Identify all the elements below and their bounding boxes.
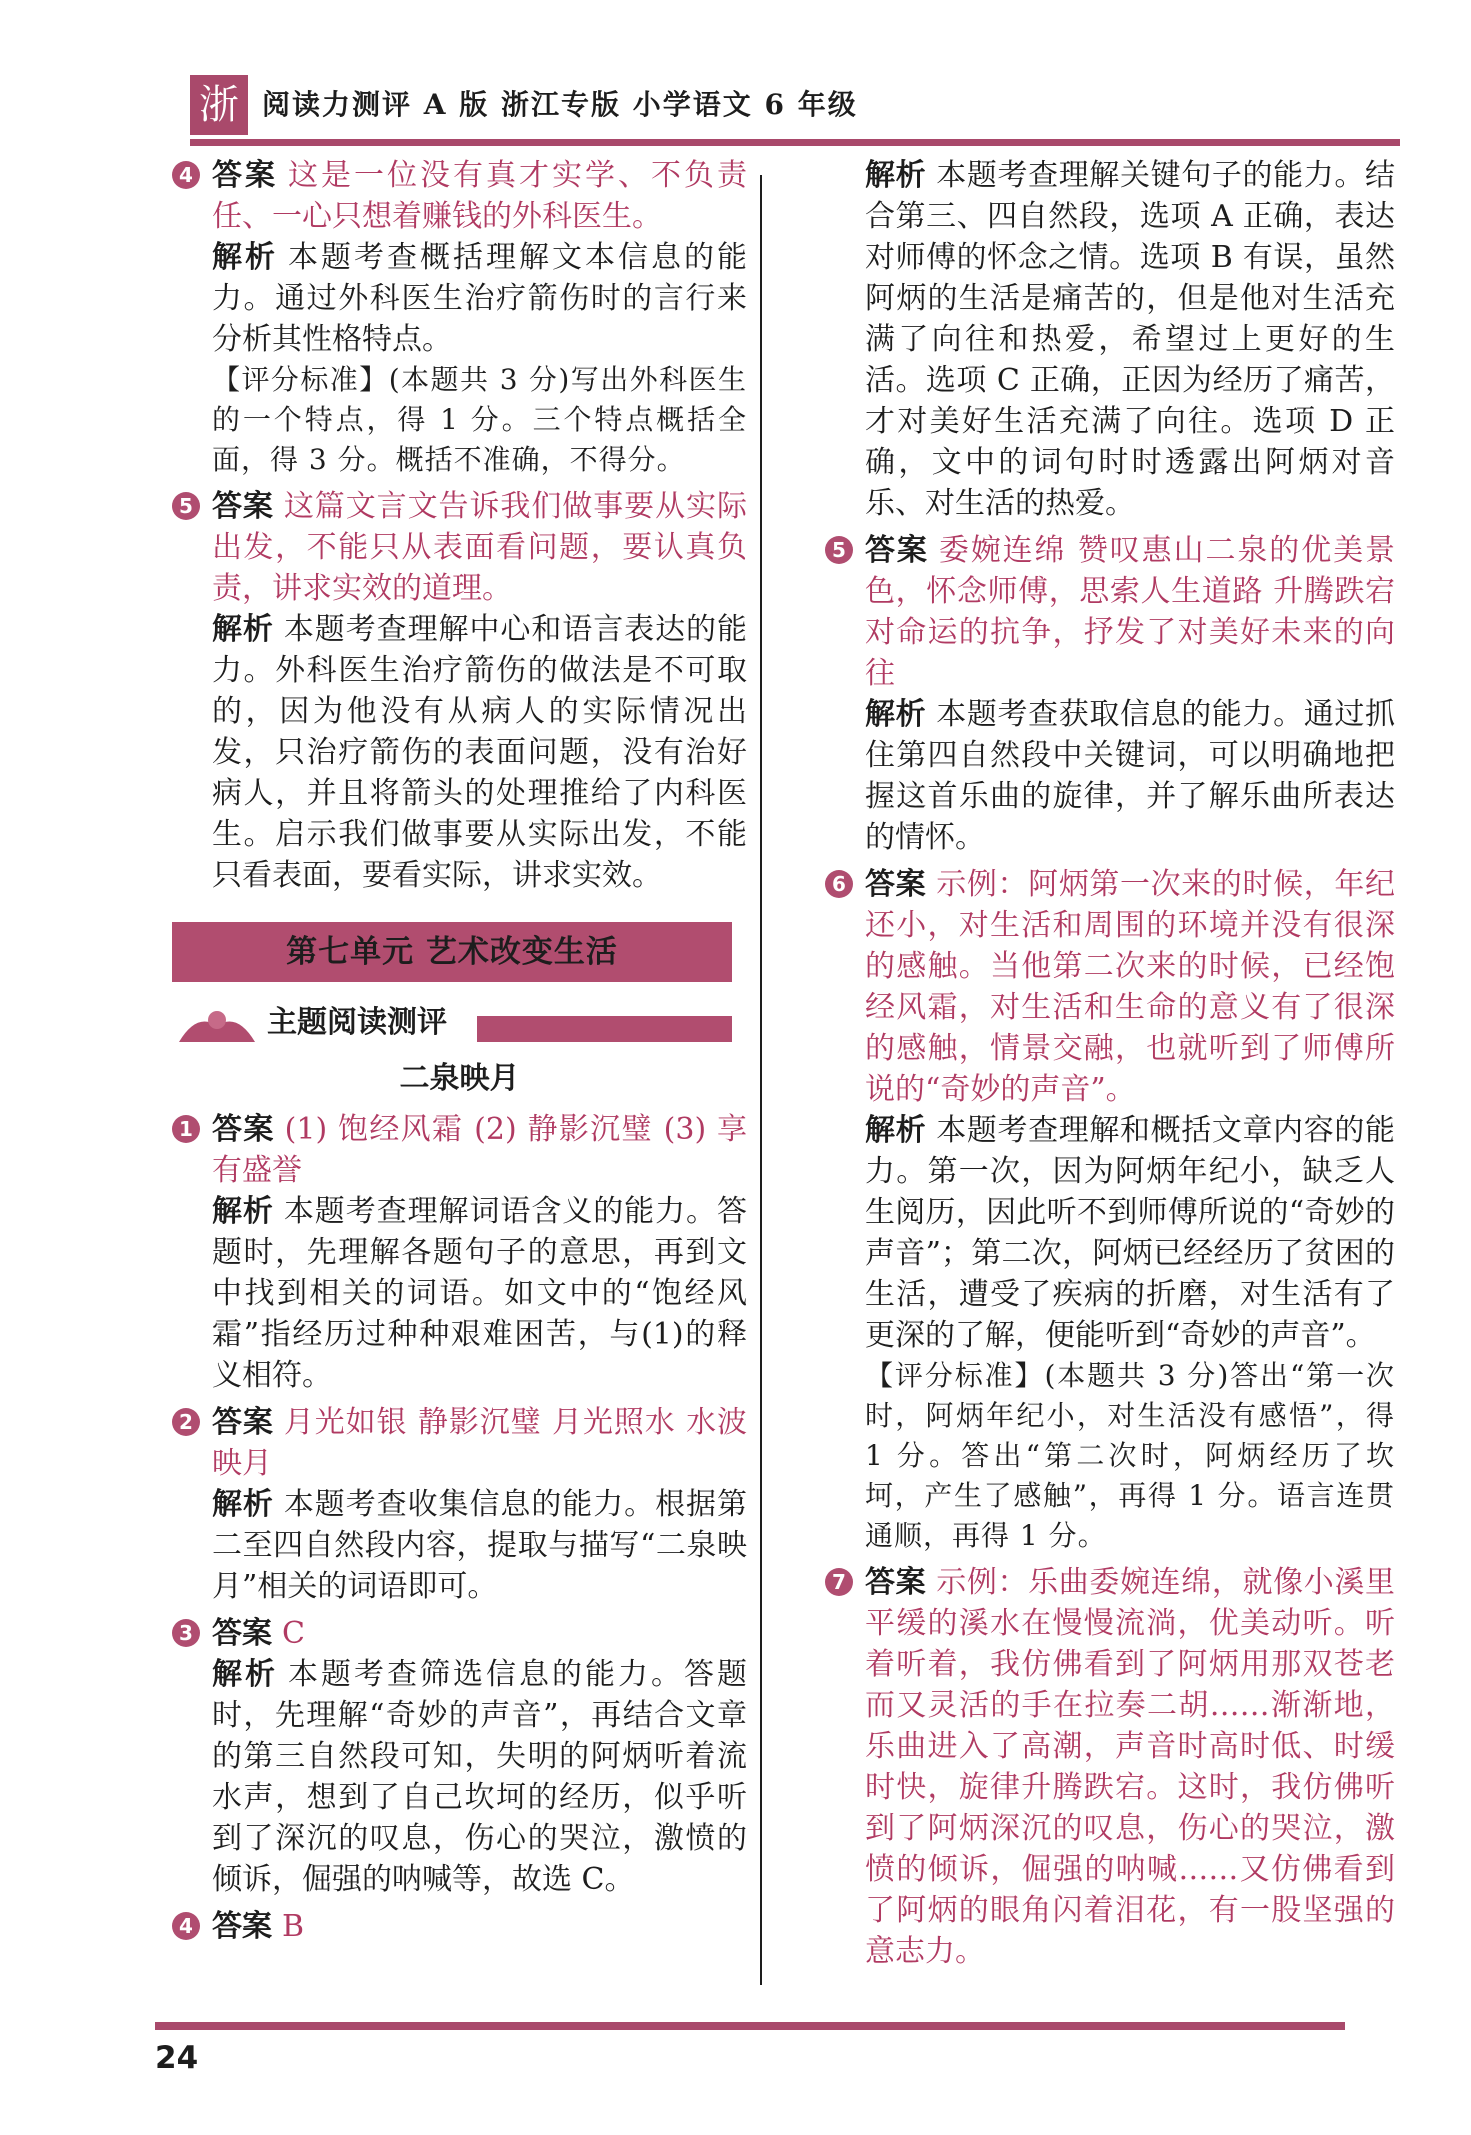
answer-item-left-4	[172, 155, 747, 480]
answer-item-1	[172, 1109, 747, 1396]
header-rule	[190, 139, 1400, 146]
analysis-text: 本题考查概括理解文本信息的能力。通过外科医生治疗箭伤时的言行来分析其性格特点。	[212, 240, 747, 357]
answer-item-6	[825, 864, 1395, 1556]
answer-tag: 答案	[212, 1112, 275, 1147]
answer-text: C	[282, 1616, 305, 1651]
answer-item-left-5	[172, 486, 747, 896]
answer-item-3	[172, 1613, 747, 1900]
analysis-tag: 解析	[212, 612, 274, 647]
answer-text: 委婉连绵 赞叹惠山二泉的优美景色，怀念师傅，思索人生道路 升腾跌宕 对命运的抗争，抒发了对美好未来的向往	[865, 533, 1395, 691]
answer-text: (1) 饱经风霜 (2) 静影沉璧 (3) 享有盛誉	[212, 1112, 748, 1188]
answer-tag: 答案	[865, 867, 927, 902]
answer-tag: 答案	[212, 489, 274, 524]
analysis-tag: 解析	[212, 1487, 274, 1522]
analysis-tag: 解析	[212, 240, 278, 275]
question-number-badge: 5	[172, 492, 200, 520]
answer-item-4	[172, 1906, 747, 1947]
left-column	[172, 155, 747, 1953]
footer-rule	[155, 2022, 1345, 2030]
scoring-standard: 【评分标准】(本题共 3 分)写出外科医生的一个特点，得 1 分。三个特点概括全面，得 3 分。概括不准确，不得分。	[212, 363, 747, 476]
answer-text: 示例：阿炳第一次来的时候，年纪还小，对生活和周围的环境并没有很深的感触。当他第二次来的时候，已经饱经风霜，对生活和生命的意义有了很深的感触，情景交融，也就听到了师傅所说的“奇妙的声音”。	[865, 867, 1395, 1107]
answer-tag: 答案	[865, 1565, 927, 1600]
page-header	[190, 75, 1400, 153]
question-number-badge: 3	[172, 1619, 200, 1647]
question-number-badge: 7	[825, 1568, 853, 1596]
theme-heading	[172, 990, 747, 1052]
question-number-badge: 6	[825, 870, 853, 898]
analysis-text: 本题考查筛选信息的能力。答题时，先理解“奇妙的声音”，再结合文章的第三自然段可知，失明的阿炳听着流水声，想到了自己坎坷的经历，似乎听到了深沉的叹息，伤心的哭泣，激愤的倾诉，倔强的呐喊等，故选 C。	[212, 1657, 747, 1897]
question-number-badge: 5	[825, 536, 853, 564]
answer-tag: 答案	[865, 533, 929, 568]
answer-item-7	[825, 1562, 1395, 1972]
answer-item-4-continued	[825, 155, 1395, 524]
analysis-tag: 解析	[212, 1194, 274, 1229]
analysis-tag: 解析	[865, 697, 927, 732]
answer-tag: 答案	[212, 1616, 272, 1651]
question-number-badge: 4	[172, 1912, 200, 1940]
answer-tag: 答案	[212, 1909, 272, 1944]
analysis-text: 本题考查理解中心和语言表达的能力。外科医生治疗箭伤的做法是不可取的，因为他没有从病人的实际情况出发，只治疗箭伤的表面问题，没有治好病人，并且将箭头的处理推给了内科医生。启示我们做事要从实际出发，不能只看表面，要看实际，讲求实效。	[212, 612, 747, 893]
answer-item-2	[172, 1402, 747, 1607]
answer-tag: 答案	[212, 158, 278, 193]
analysis-tag: 解析	[212, 1657, 278, 1692]
analysis-text: 本题考查理解和概括文章内容的能力。第一次，因为阿炳年纪小，缺乏人生阅历，因此听不到师傅所说的“奇妙的声音”；第二次，阿炳已经经历了贫困的生活，遭受了疾病的折磨，对生活有了更深的了解，便能听到“奇妙的声音”。	[865, 1113, 1395, 1353]
theme-label: 主题阅读测评	[267, 1005, 447, 1040]
analysis-text: 本题考查获取信息的能力。通过抓住第四自然段中关键词，可以明确地把握这首乐曲的旋律，并了解乐曲所表达的情怀。	[865, 697, 1395, 855]
scoring-standard: 【评分标准】(本题共 3 分)答出“第一次时，阿炳年纪小，对生活没有感悟”，得 1 分。答出“第二次时，阿炳经历了坎坷，产生了感触”，再得 1 分。语言连贯通顺，再得 1 分。	[865, 1359, 1395, 1552]
column-divider	[760, 175, 762, 1985]
answer-text: 这是一位没有真才实学、不负责任、一心只想着赚钱的外科医生。	[212, 158, 747, 234]
theme-bar	[477, 1016, 732, 1042]
book-title: 阅读力测评 A 版 浙江专版 小学语文 6 年级	[262, 88, 858, 121]
right-column	[825, 155, 1395, 1978]
unit-banner: 第七单元 艺术改变生活	[172, 922, 732, 982]
question-number-badge: 2	[172, 1408, 200, 1436]
analysis-tag: 解析	[865, 1113, 927, 1148]
analysis-text: 本题考查收集信息的能力。根据第二至四自然段内容，提取与描写“二泉映月”相关的词语即可。	[212, 1487, 747, 1604]
analysis-text: 本题考查理解词语含义的能力。答题时，先理解各题句子的意思，再到文中找到相关的词语。如文中的“饱经风霜”指经历过种种艰难困苦，与(1)的释义相符。	[212, 1194, 747, 1393]
question-number-badge: 1	[172, 1115, 200, 1143]
answer-text: 月光如银 静影沉璧 月光照水 水波映月	[212, 1405, 748, 1481]
page-number: 24	[155, 2040, 199, 2076]
question-number-badge: 4	[172, 161, 200, 189]
analysis-tag: 解析	[865, 158, 927, 193]
answer-item-5	[825, 530, 1395, 858]
article-title: 二泉映月	[399, 1061, 520, 1096]
analysis-text: 本题考查理解关键句子的能力。结合第三、四自然段，选项 A 正确，表达对师傅的怀念之情。选项 B 有误，虽然阿炳的生活是痛苦的，但是他对生活充满了向往和热爱，希望过上更好的生活。选项 C 正确，正因为经历了痛苦，才对美好生活充满了向往。选项 D 正确，文中的词句时时透露出阿炳对音乐、对生活的热爱。	[865, 158, 1395, 521]
province-badge: 浙	[190, 75, 248, 135]
answer-text: 这篇文言文告诉我们做事要从实际出发，不能只从表面看问题，要认真负责，讲求实效的道理。	[212, 489, 747, 606]
answer-tag: 答案	[212, 1405, 274, 1440]
answer-text: B	[282, 1909, 305, 1944]
answer-text: 示例：乐曲委婉连绵，就像小溪里平缓的溪水在慢慢流淌，优美动听。听着听着，我仿佛看到了阿炳用那双苍老而又灵活的手在拉奏二胡……渐渐地，乐曲进入了高潮，声音时高时低、时缓时快，旋律升腾跌宕。这时，我仿佛听到了阿炳深沉的叹息，伤心的哭泣，激愤的倾诉，倔强的呐喊……又仿佛看到了阿炳的眼角闪着泪花，有一股坚强的意志力。	[865, 1565, 1395, 1969]
book-icon	[177, 1008, 257, 1044]
